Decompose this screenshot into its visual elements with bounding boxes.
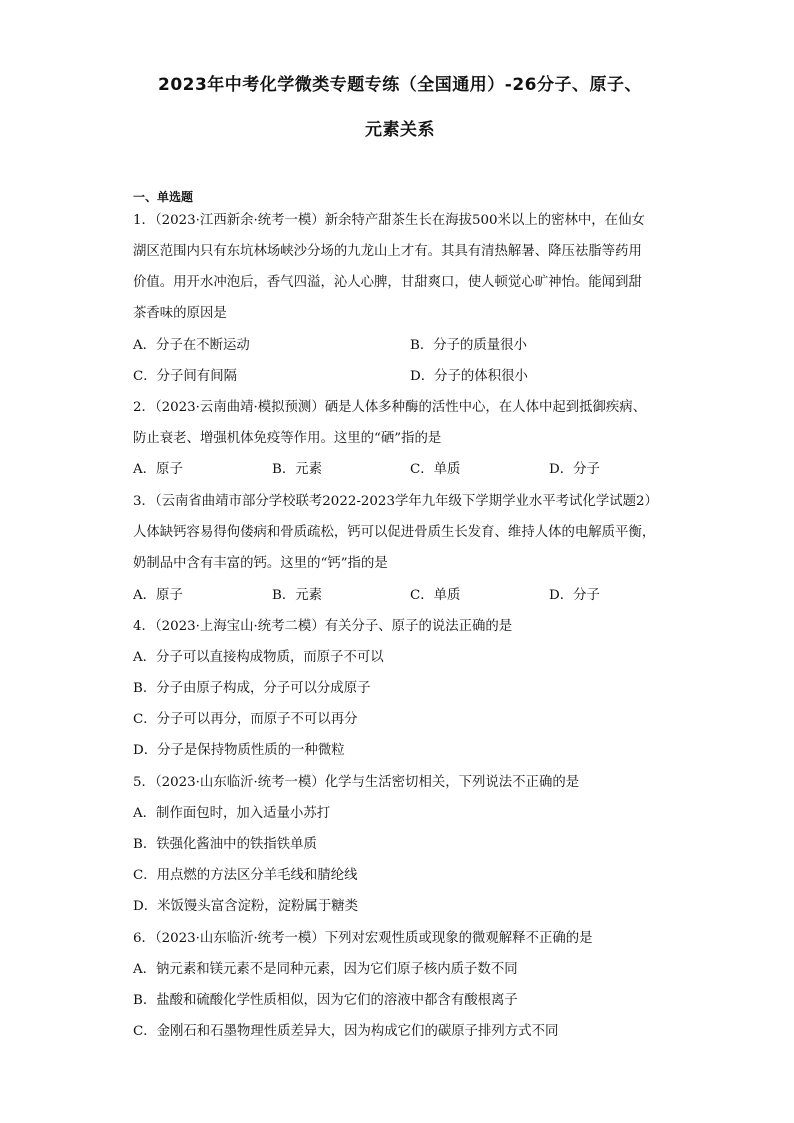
document-title-line-2: 元素关系 [365,120,435,140]
question-3-line-2: 人体缺钙容易得佝偻病和骨质疏松，钙可以促进骨质生长发育、维持人体的电解质平衡， [133,525,656,540]
question-1-line-2: 湖区范围内只有东坑林场峡沙分场的九龙山上才有。其具有清热解暑、降压祛脂等药用 [133,244,642,259]
question-3-option-a: A．原子 [133,588,183,603]
question-2-option-a: A．原子 [133,462,183,477]
question-2-option-d: D．分子 [549,462,600,477]
question-3-option-d: D．分子 [549,588,600,603]
question-1-option-d: D．分子的体积很小 [410,369,528,384]
question-5-option-d: D．米饭馒头富含淀粉，淀粉属于糖类 [133,899,358,914]
question-5-line-1: 5．（2023·山东临沂·统考一模）化学与生活密切相关，下列说法不正确的是 [133,775,580,790]
question-1-option-c: C．分子间有间隔 [133,369,237,384]
question-2-option-c: C．单质 [410,462,461,477]
question-6-option-c: C．金刚石和石墨物理性质差异大，因为构成它们的碳原子排列方式不同 [133,1024,559,1039]
question-1-line-3: 价值。用开水冲泡后，香气四溢，沁人心脾，甘甜爽口，使人顿觉心旷神怡。能闻到甜 [133,275,642,290]
question-2-option-b: B．元素 [272,462,323,477]
question-4-line-1: 4．（2023·上海宝山·统考二模）有关分子、原子的说法正确的是 [133,619,513,634]
question-3-option-c: C．单质 [410,588,461,603]
question-5-option-a: A．制作面包时，加入适量小苏打 [133,806,331,821]
question-1-line-1: 1．（2023·江西新余·统考一模）新余特产甜茶生长在海拔500米以上的密林中，在仙女 [133,213,645,228]
question-4-option-d: D．分子是保持物质性质的一种微粒 [133,743,345,758]
question-6-option-a: A．钠元素和镁元素不是同种元素，因为它们原子核内质子数不同 [133,962,518,977]
section-heading: 一、单选题 [133,190,194,204]
question-3-option-b: B．元素 [272,588,323,603]
question-4-option-a: A．分子可以直接构成物质，而原子不可以 [133,650,384,665]
question-4-option-c: C．分子可以再分，而原子不可以再分 [133,712,358,727]
question-1-line-4: 茶香味的原因是 [133,306,227,321]
question-3-line-1: 3．（云南省曲靖市部分学校联考2022-2023学年九年级下学期学业水平考试化学试题2） [133,494,658,509]
question-6-option-b: B．盐酸和硫酸化学性质相似，因为它们的溶液中都含有酸根离子 [133,993,518,1008]
question-6-line-1: 6．（2023·山东临沂·统考一模）下列对宏观性质或现象的微观解释不正确的是 [133,931,593,946]
question-5-option-b: B．铁强化酱油中的铁指铁单质 [133,837,317,852]
question-1-option-a: A．分子在不断运动 [133,338,250,353]
question-3-line-3: 奶制品中含有丰富的钙。这里的“钙”指的是 [133,556,388,571]
question-2-line-2: 防止衰老、增强机体免疫等作用。这里的“硒”指的是 [133,431,442,446]
document-title-line-1: 2023年中考化学微类专题专练（全国通用）-26分子、原子、 [157,75,643,95]
question-2-line-1: 2．（2023·云南曲靖·模拟预测）硒是人体多种酶的活性中心，在人体中起到抵御疾病、 [133,400,647,415]
question-1-option-b: B．分子的质量很小 [410,338,527,353]
question-4-option-b: B．分子由原子构成，分子可以分成原子 [133,681,371,696]
question-5-option-c: C．用点燃的方法区分羊毛线和腈纶线 [133,868,358,883]
